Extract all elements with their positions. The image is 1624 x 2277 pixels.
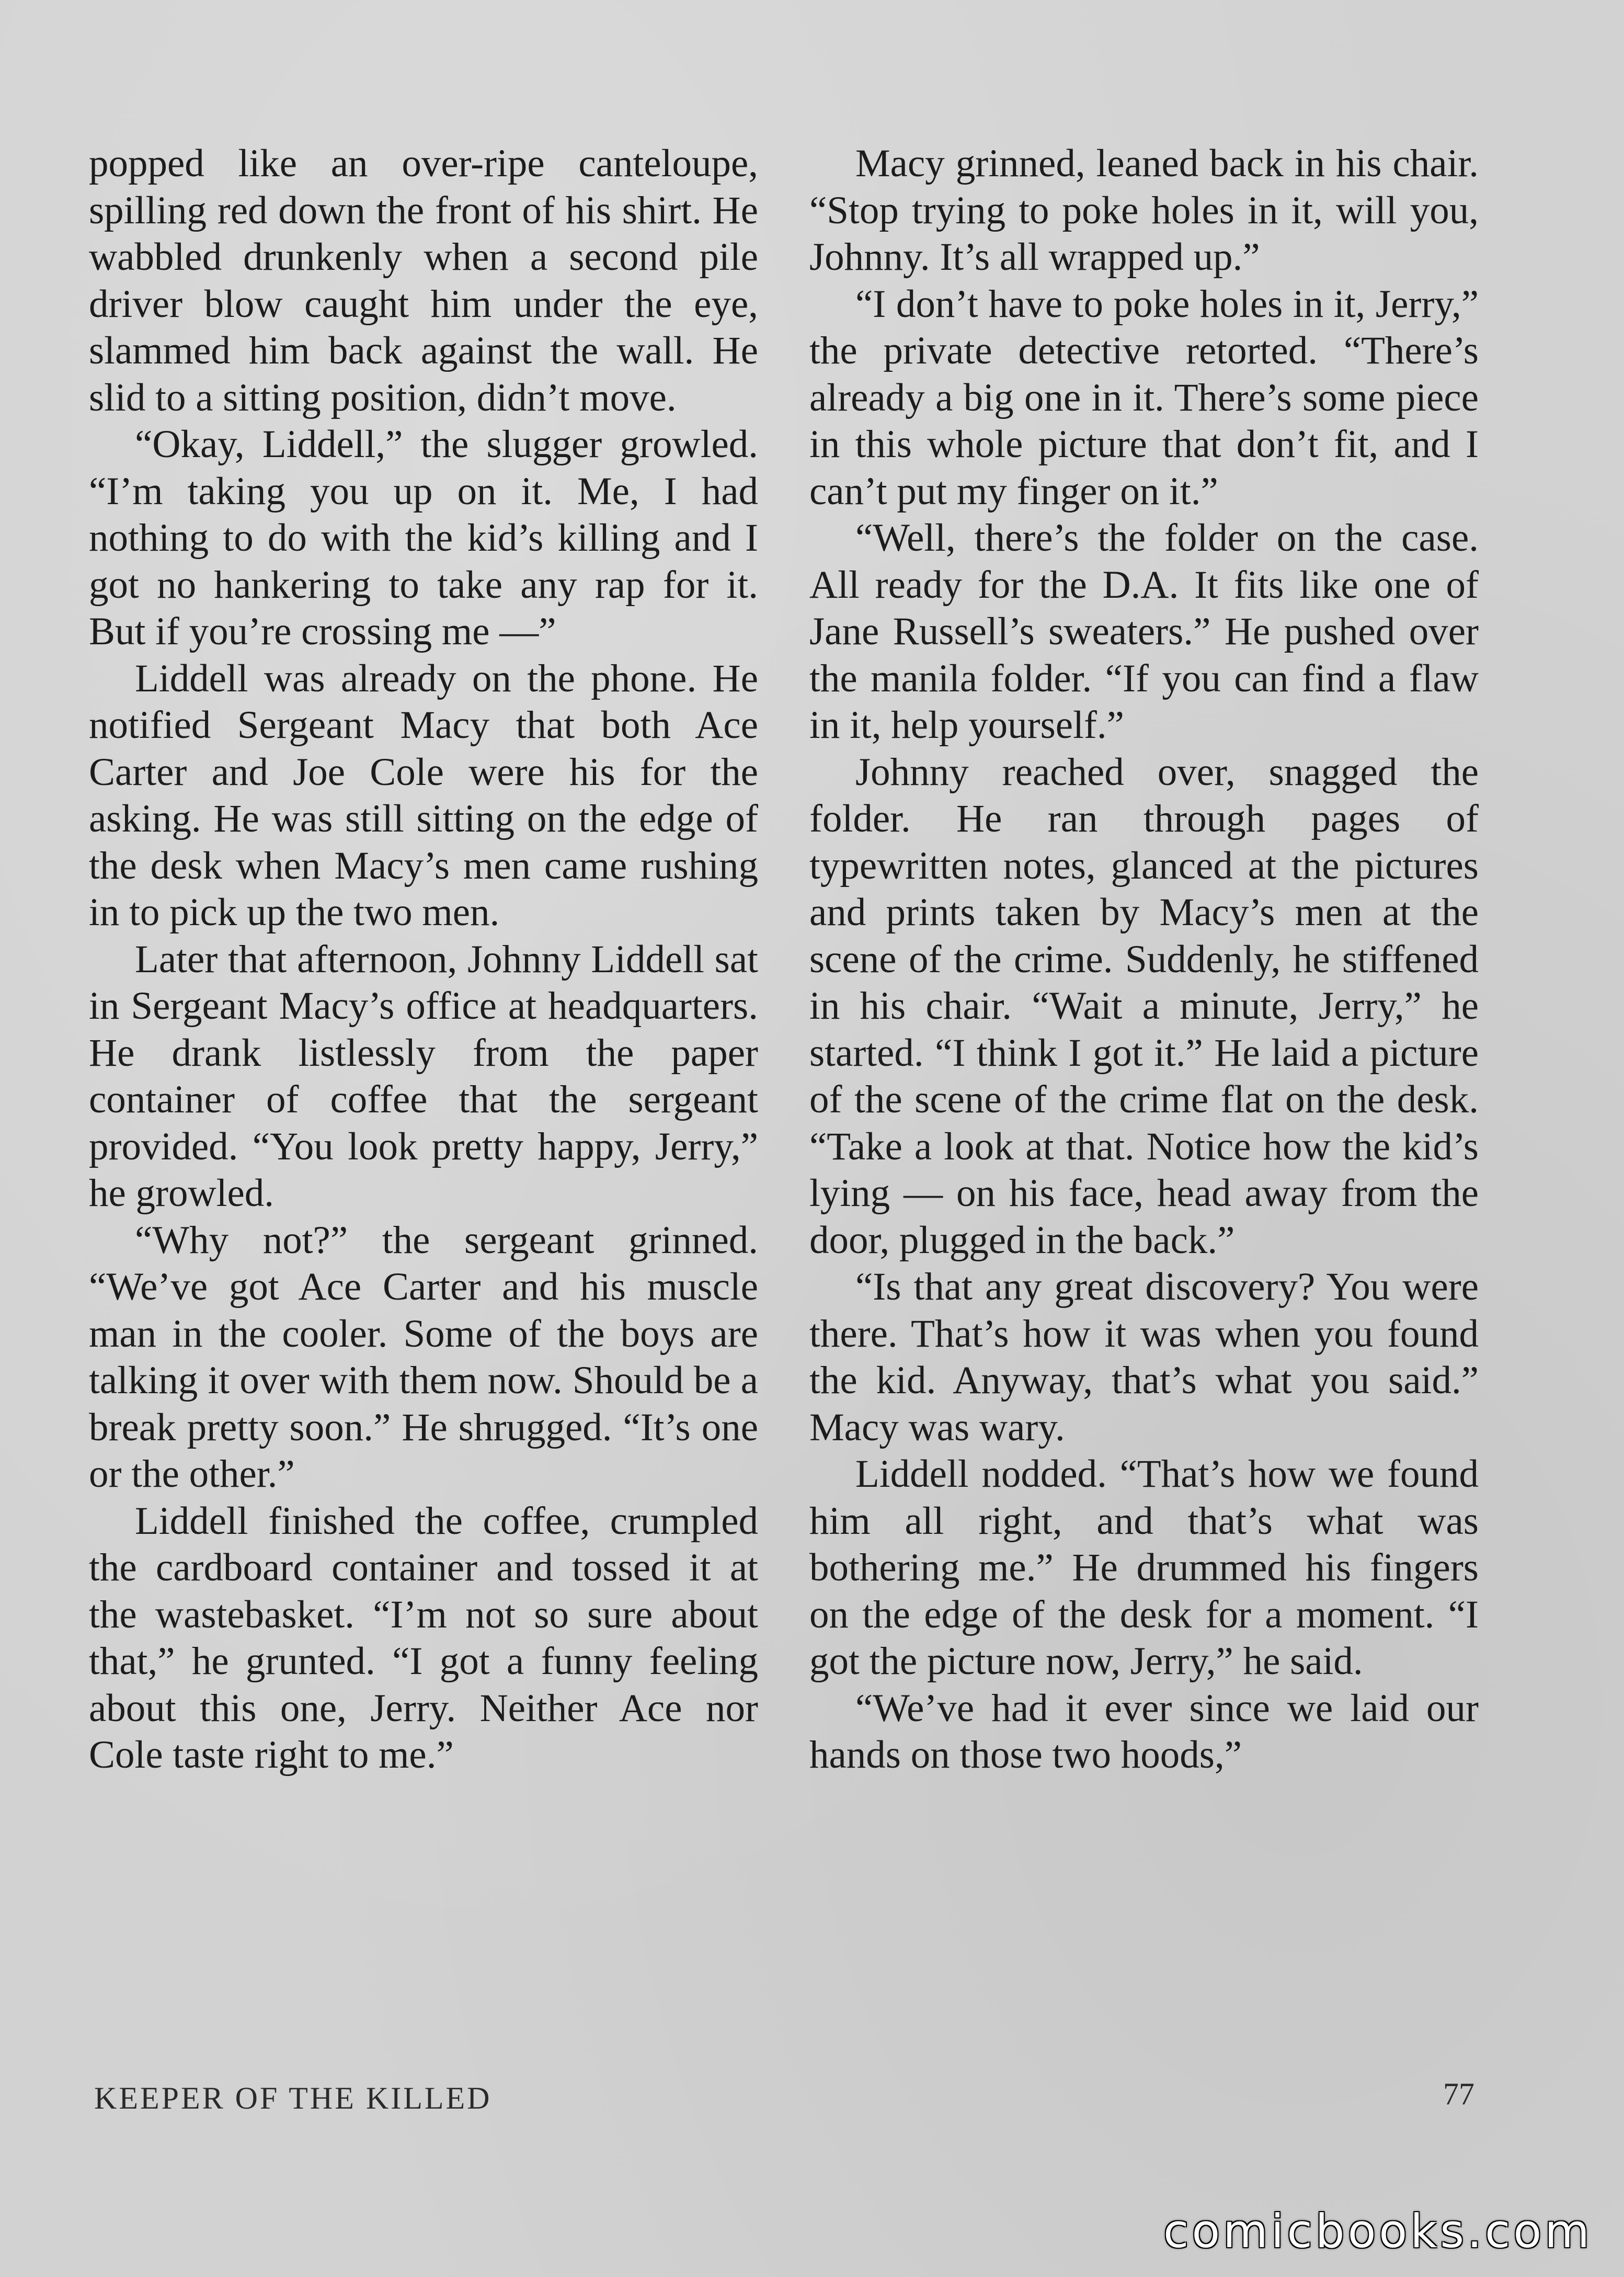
paragraph: “Okay, Liddell,” the slugger growled. “I’m taking you up on it. Me, I had nothing to do with the kid’s killing and I got no hankering to take any rap for it. But if you’re crossing me —” <box>89 423 758 653</box>
paragraph: Liddell nodded. “That’s how we found him all right, and that’s what was bothering me.” He drummed his fingers on the edge of the desk for a moment. “I got the picture now, Jerry,” he said. <box>809 1452 1479 1683</box>
paragraph: Later that afternoon, Johnny Liddell sat in Sergeant Macy’s office at headquarters. He drank listlessly from the paper container of coffee that the sergeant provided. “You look pretty happy, Jerry,” he growled. <box>89 937 758 1215</box>
paragraph: Macy grinned, leaned back in his chair. “Stop trying to poke holes in it, will you, Johnny. It’s all wrapped up.” <box>809 142 1479 279</box>
paragraph: “We’ve had it ever since we laid our hands on those two hoods,” <box>809 1686 1479 1777</box>
paragraph: “I don’t have to poke holes in it, Jerry,” the private detective retorted. “There’s already a big one in it. There’s some piece in this whole picture that don’t fit, and I can’t put my finger on it.” <box>809 282 1479 513</box>
right-column <box>809 140 1479 1779</box>
paragraph: “Well, there’s the folder on the case. All ready for the D.A. It fits like one of Jane Russell’s sweaters.” He pushed over the manila folder. “If you can find a flaw in it, help yourself.” <box>809 516 1479 747</box>
paragraph: Liddell was already on the phone. He notified Sergeant Macy that both Ace Carter and Joe Cole were his for the asking. He was still sitting on the edge of the desk when Macy’s men came rushing in to pick up the two men. <box>89 656 758 934</box>
left-column <box>89 140 758 1779</box>
paragraph: Johnny reached over, snagged the folder. He ran through pages of typewritten notes, glanced at the pictures and prints taken by Macy’s men at the scene of the crime. Suddenly, he stiffened in his chair. “Wait a minute, Jerry,” he started. “I think I got it.” He laid a picture of the scene of the crime flat on the desk. “Take a look at that. Notice how the kid’s lying — on his face, head away from the door, plugged in the back.” <box>809 750 1479 1262</box>
page-number: 77 <box>1443 2077 1474 2111</box>
paragraph: Liddell finished the coffee, crumpled the cardboard container and tossed it at the wastebasket. “I’m not so sure about that,” he grunted. “I got a funny feeling about this one, Jerry. Neither Ace nor Cole taste right to me.” <box>89 1499 758 1777</box>
site-watermark: comicbooks.com <box>1163 2204 1593 2258</box>
paragraph: popped like an over-ripe canteloupe, spilling red down the front of his shirt. He wabbled drunkenly when a second pile driver blow caught him under the eye, slammed him back against the wall. He slid to a sitting position, didn’t move. <box>89 142 758 419</box>
running-footer-title: KEEPER OF THE KILLED <box>94 2081 492 2115</box>
paragraph: “Why not?” the sergeant grinned. “We’ve got Ace Carter and his muscle man in the cooler. Some of the boys are talking it over with them now. Should be a break pretty soon.” He shrugged. “It’s one or the other.” <box>89 1218 758 1496</box>
paragraph: “Is that any great discovery? You were there. That’s how it was when you found the kid. Anyway, that’s what you said.” Macy was wary. <box>809 1265 1479 1449</box>
